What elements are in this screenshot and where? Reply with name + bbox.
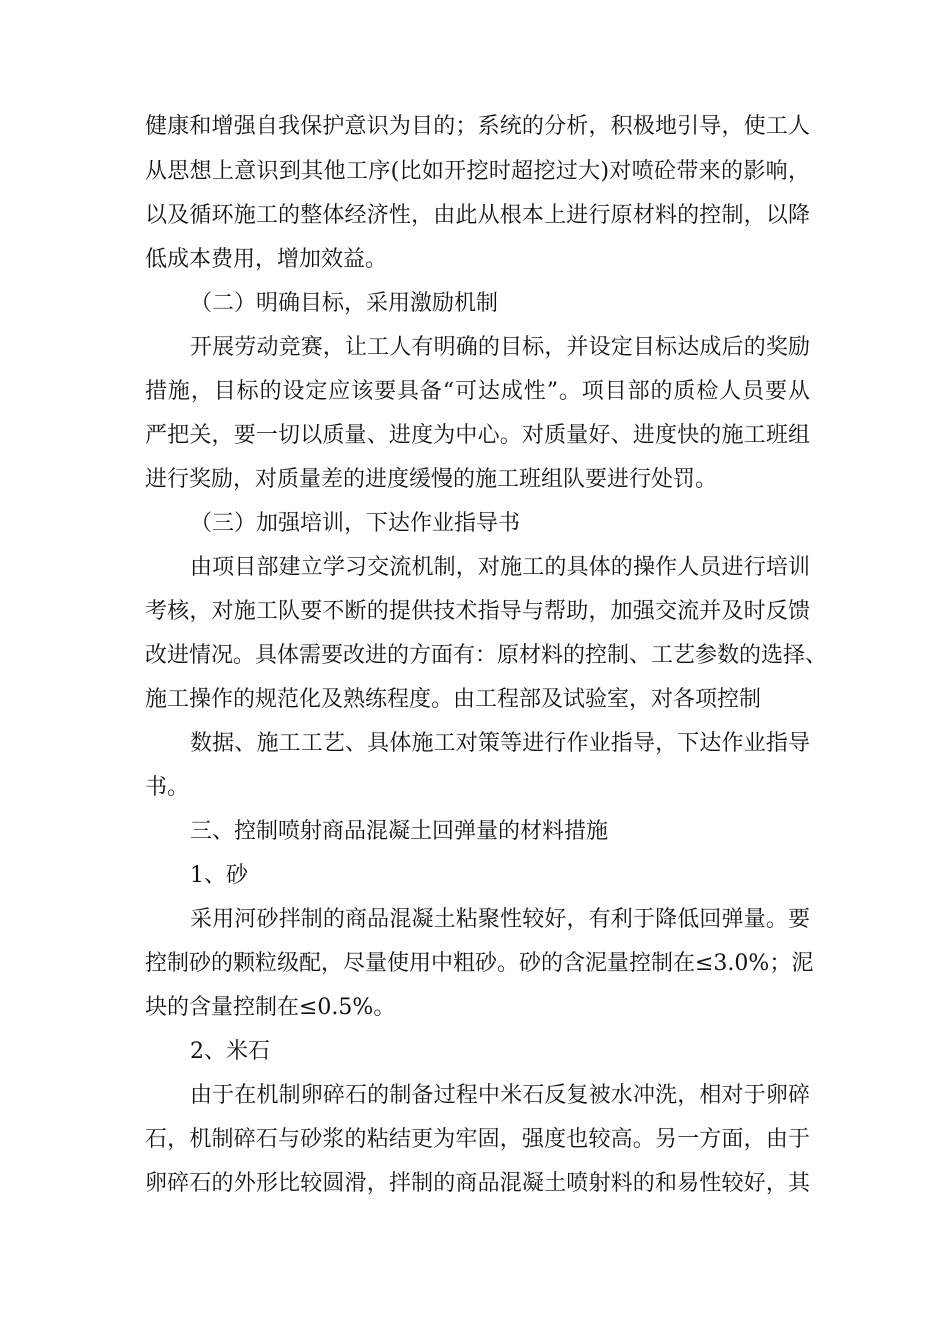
section-heading: 三、控制喷射商品混凝土回弹量的材料措施 [190,819,609,844]
paragraph-line: 健康和增强自我保护意识为目的；系统的分析，积极地引导，使工人 [145,114,810,139]
paragraph-line: 低成本费用，增加效益。 [145,247,388,272]
paragraph-line: 石，机制碎石与砂浆的粘结更为牢固，强度也较高。另一方面，由于 [145,1127,810,1152]
paragraph-line: 控制砂的颗粒级配，尽量使用中粗砂。砂的含泥量控制在≤3.0%；泥 [145,951,814,976]
section-heading: （二）明确目标，采用激励机制 [190,291,499,316]
subsection-heading: 2、米石 [190,1039,270,1064]
paragraph-line: 措施，目标的设定应该要具备“可达成性”。项目部的质检人员要从 [145,379,810,404]
paragraph-line: 卵碎石的外形比较圆滑，拌制的商品混凝土喷射料的和易性较好，其 [145,1171,810,1196]
paragraph-line: 块的含量控制在≤0.5%。 [145,995,396,1020]
paragraph-line: 施工操作的规范化及熟练程度。由工程部及试验室，对各项控制 [145,687,762,712]
paragraph-line: 书。 [145,775,190,800]
paragraph-line: 从思想上意识到其他工序(比如开挖时超挖过大)对喷砼带来的影响， [145,159,810,184]
paragraph-line: 改进情况。具体需要改进的方面有：原材料的控制、工艺参数的选择、 [145,643,828,668]
paragraph-line: 进行奖励，对质量差的进度缓慢的施工班组队要进行处罚。 [145,467,718,492]
paragraph-line: 考核，对施工队要不断的提供技术指导与帮助，加强交流并及时反馈 [145,599,810,624]
paragraph-line: 由项目部建立学习交流机制，对施工的具体的操作人员进行培训 [190,555,810,580]
subsection-heading: 1、砂 [190,863,248,888]
paragraph-line: 采用河砂拌制的商品混凝土粘聚性较好，有利于降低回弹量。要 [190,907,810,932]
paragraph-line: 严把关，要一切以质量、进度为中心。对质量好、进度快的施工班组 [145,423,810,448]
paragraph-line: 由于在机制卵碎石的制备过程中米石反复被水冲洗，相对于卵碎 [190,1083,810,1108]
paragraph-line: 数据、施工工艺、具体施工对策等进行作业指导，下达作业指导 [190,731,810,756]
section-heading: （三）加强培训，下达作业指导书 [190,511,521,536]
paragraph-line: 开展劳动竞赛，让工人有明确的目标，并设定目标达成后的奖励 [190,335,810,360]
paragraph-line: 以及循环施工的整体经济性，由此从根本上进行原材料的控制，以降 [145,203,810,228]
